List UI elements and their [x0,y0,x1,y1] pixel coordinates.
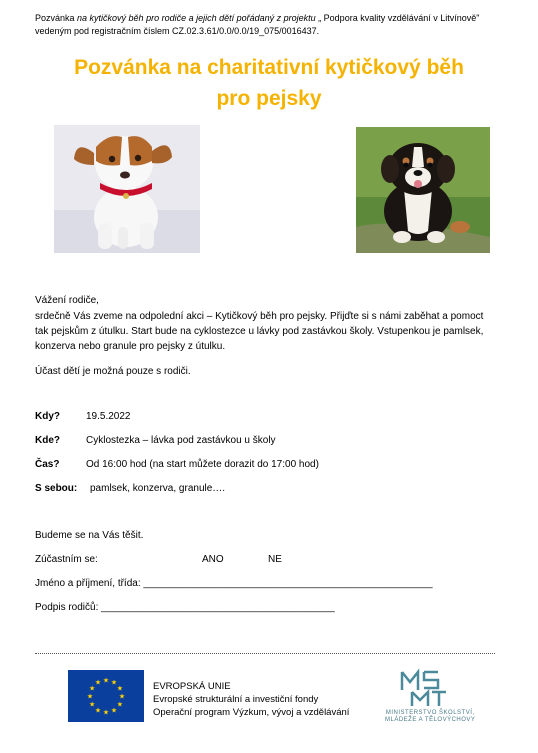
msmt-line-2: MLÁDEŽE A TĚLOVÝCHOVY [385,717,476,723]
attend-yes-option[interactable]: ANO [202,554,224,565]
eu-star-icon: ★ [94,679,102,687]
title-line-2: pro pejsky [216,87,322,110]
invitation-paragraph [35,309,505,354]
page-title [20,52,518,114]
time-value: Od 16:00 hod (na start můžete dorazit do 17:00 hod) [86,459,319,470]
eu-star-icon: ★ [110,679,118,687]
header-line-2: vedeným pod registračním číslem CZ.02.3.61/0.0/0.0/19_075/0016437. [35,26,320,36]
eu-star-icon: ★ [116,701,124,709]
eu-star-icon: ★ [86,693,94,701]
where-label: Kde? [35,435,60,446]
eu-line-2: Evropské strukturální a investiční fondy [153,694,319,705]
eu-star-icon: ★ [88,701,96,709]
puppy-photo [54,125,200,253]
paragraph-line-3: konzerva nebo granule pro pejsky z útulku. [35,341,226,352]
eu-line-3: Operační program Výzkum, vývoj a vzdělávání [153,707,350,718]
paragraph-line-2: tak pejskům z útulku. Start bude na cyklostezce u lávky pod zastávkou školy. Vstupenkou je pamlsek, [35,326,484,337]
participation-note: Účast dětí je možná pouze s rodiči. [35,366,191,377]
project-header [35,12,505,38]
eu-star-icon: ★ [118,693,126,701]
attend-no-option[interactable]: NE [268,554,282,565]
bring-label: S sebou: [35,483,78,494]
bring-value: pamlsek, konzerva, granule…. [90,483,226,494]
eu-text-block [153,680,349,719]
eu-line-1: EVROPSKÁ UNIE [153,681,231,692]
eu-star-icon: ★ [88,685,96,693]
when-label: Kdy? [35,411,60,422]
signature-field[interactable]: Podpis rodičů: __________________________________________ [35,602,335,613]
name-class-field[interactable]: Jméno a příjmení, třída: ____________________________________________________ [35,578,433,589]
where-value: Cyklostezka – lávka pod zastávkou u školy [86,435,276,446]
footer-divider [35,653,495,654]
eu-star-icon: ★ [102,677,110,685]
bernese-puppy-photo [356,127,490,253]
header-line-1: Pozvánka na kytičkový běh pro rodiče a jejich dětí pořádaný z projektu „ Podpora kvality vzdělávání v Litvínově" [35,13,480,23]
time-label: Čas? [35,459,60,470]
when-value: 19.5.2022 [86,411,131,422]
paragraph-line-1: srdečně Vás zveme na odpolední akci – Kytičkový běh pro pejsky. Přijďte si s námi zaběhat a pomoct [35,311,484,322]
eu-star-icon: ★ [102,709,110,717]
greeting: Vážení rodiče, [35,295,99,306]
eu-flag-logo [68,670,144,722]
attend-label: Zúčastním se: [35,554,98,565]
closing-text: Budeme se na Vás těšit. [35,530,144,541]
title-line-1: Pozvánka na charitativní kytičkový běh [74,56,464,79]
msmt-text-block [385,710,475,724]
eu-star-icon: ★ [94,707,102,715]
eu-star-icon: ★ [110,707,118,715]
eu-star-icon: ★ [116,685,124,693]
msmt-logo [398,668,448,708]
msmt-line-1: MINISTERSTVO ŠKOLSTVÍ, [385,710,475,716]
